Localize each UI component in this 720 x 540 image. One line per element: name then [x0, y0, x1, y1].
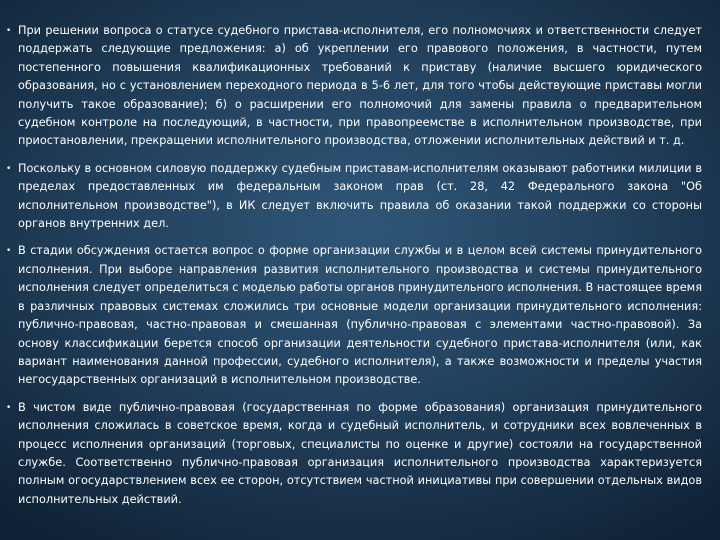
bullet-marker: •	[6, 246, 12, 257]
bullet-text: Поскольку в основном силовую поддержку судебным приставам-исполнителям оказывают работники милиции в пределах предоставленных им федеральным законом прав (ст. 28, 42 Федерального закона "Об исполнительном производстве"), в ИК следует включить правила об оказании такой поддержки со стороны органов внутренних дел.	[18, 161, 702, 231]
bullet-text: В стадии обсуждения остается вопрос о форме организации службы и в целом всей системы принудительного исполнения. При выборе направления развития исполнительного производства и системы принудительного исполнения следует определиться с моделью работы органов принудительного исполнения. В настоящее время в различных правовых системах сложились три основные модели организации принудительного исполнения: публично-правовая, частно-правовая и смешанная (публично-правовая с элементами частно-правовой). За основу классификации берется способ организации деятельности судебного пристава-исполнителя (или, как вариант наименования данной профессии, судебного исполнителя), а также возможности и пределы участия негосударственных организаций в исполнительном производстве.	[18, 244, 702, 387]
bullet-list	[6, 22, 702, 509]
bullet-marker: •	[6, 26, 12, 36]
bullet-item-police-support	[6, 160, 702, 234]
bullet-marker: •	[6, 402, 12, 413]
bullet-item-organization-models	[6, 242, 702, 389]
bullet-text: При решении вопроса о статусе судебного пристава-исполнителя, его полномочиях и ответственности следует поддержать следующие предложения: а) об укреплении его правового положения, в частности, путем постепенного повышения квалификационных требований к приставу (наличие высшего юридического образования, но с установлением переходного периода в 5-6 лет, для того чтобы действующие приставы могли получить такое образование); б) о расширении его полномочий для замены правила о предварительном судебном контроле на последующий, в частности, при правопреемстве в исполнительном производстве, при приостановлении, прекращении исполнительного производства, отложении исполнительных действий и т. д.	[18, 24, 702, 148]
bullet-item-public-law-model	[6, 399, 702, 509]
bullet-marker: •	[6, 163, 12, 174]
bullet-item-statute	[6, 22, 702, 151]
bullet-text: В чистом виде публично-правовая (государственная по форме образования) организация принудительного исполнения сложилась в советское время, когда и судебный исполнитель, и сотрудники всех вовлеченных в процесс исполнения организаций (торговых, специалисты по оценке и другие) состояли на государственной службе. Соответственно публично-правовая организация исполнительного производства характеризуется полным огосударствлением всех ее сторон, отсутствием частной инициативы при совершении отдельных видов исполнительных действий.	[18, 400, 702, 506]
